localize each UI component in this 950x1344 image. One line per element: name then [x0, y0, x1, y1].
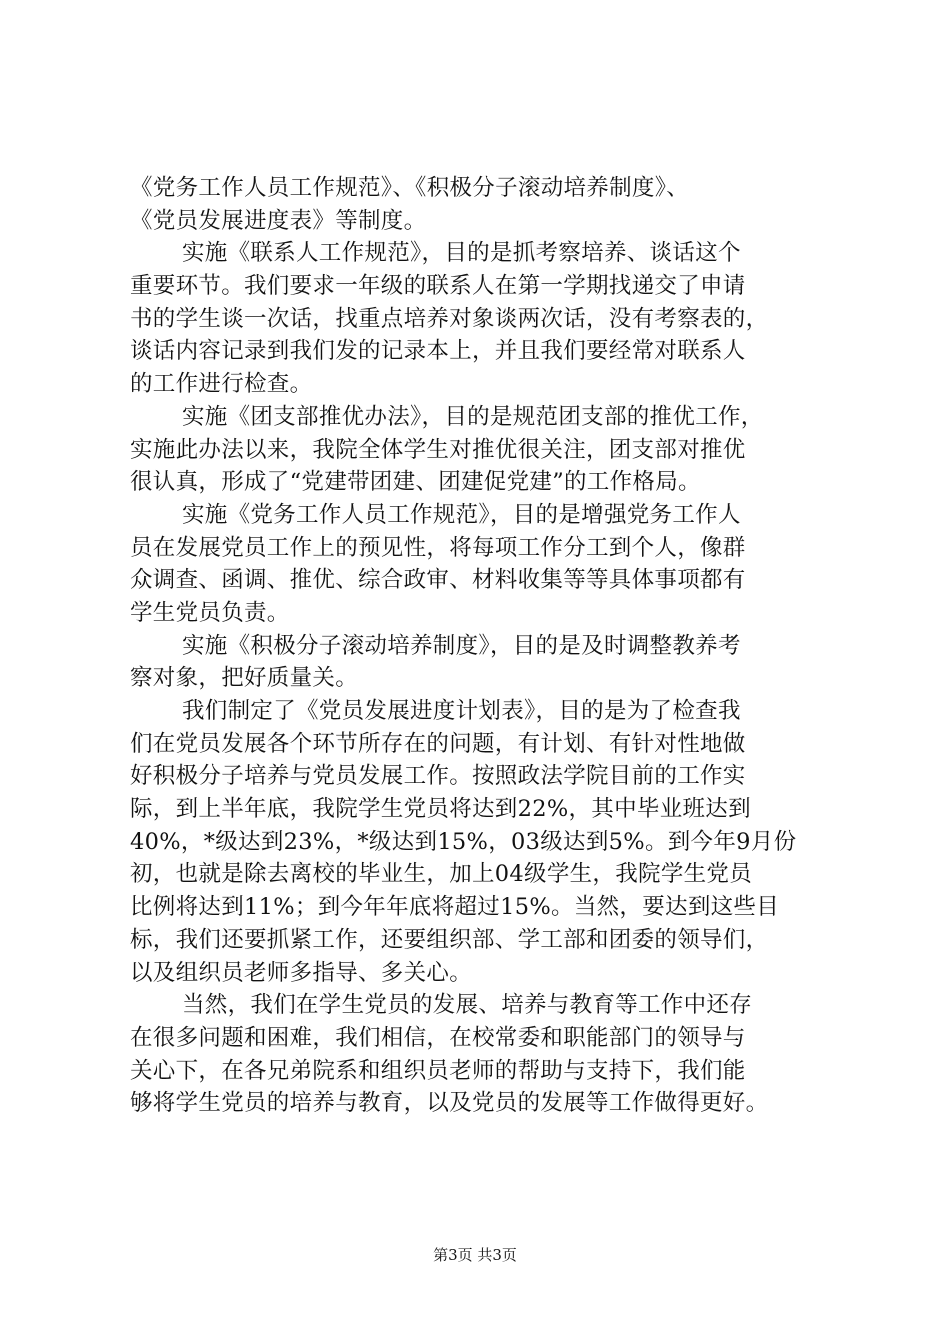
text-line: 众调查、函调、推优、综合政审、材料收集等等具体事项都有	[130, 567, 746, 594]
text-line: 我们制定了《党员发展进度计划表》，目的是为了检查我	[182, 698, 741, 724]
text-line: 们在党员发展各个环节所存在的问题，有计划、有针对性地做	[130, 730, 746, 757]
text-line: 实施《积极分子滚动培养制度》，目的是及时调整教养考	[182, 632, 741, 659]
text-line: 40%，*级达到23%，*级达到15%，03级达到5%。到今年9月份	[130, 828, 797, 855]
text-line: 实施此办法以来，我院全体学生对推优很关注，团支部对推优	[130, 436, 746, 463]
text-line: 实施《联系人工作规范》，目的是抓考察培养、谈话这个	[182, 240, 741, 267]
text-line: 比例将达到11%；到今年年底将超过15%。当然，要达到这些目	[130, 894, 780, 921]
text-line: 关心下，在各兄弟院系和组织员老师的帮助与支持下，我们能	[130, 1057, 746, 1084]
text-line: 很认真，形成了“党建带团建、团建促党建”的工作格局。	[130, 469, 701, 496]
text-line: 谈话内容记录到我们发的记录本上，并且我们要经常对联系人	[130, 338, 746, 365]
text-line: 《党务工作人员工作规范》、《积极分子滚动培养制度》、	[130, 175, 690, 201]
text-line: 标，我们还要抓紧工作，还要组织部、学工部和团委的领导们，	[130, 926, 769, 953]
text-line: 以及组织员老师多指导、多关心。	[130, 959, 473, 986]
text-line: 学生党员负责。	[130, 599, 290, 626]
text-line: 实施《团支部推优办法》，目的是规范团支部的推优工作，	[182, 403, 764, 430]
body-text	[130, 172, 850, 1120]
text-line: 员在发展党员工作上的预见性，将每项工作分工到个人，像群	[130, 534, 746, 561]
text-line: 《党员发展进度表》等制度。	[130, 207, 427, 234]
text-line: 当然，我们在学生党员的发展、培养与教育等工作中还存	[182, 992, 753, 1019]
text-line: 书的学生谈一次话，找重点培养对象谈两次话，没有考察表的，	[130, 305, 769, 332]
text-line: 好积极分子培养与党员发展工作。按照政法学院目前的工作实	[130, 763, 746, 790]
text-line: 际，到上半年底，我院学生党员将达到22%，其中毕业班达到	[130, 796, 751, 823]
text-line: 够将学生党员的培养与教育，以及党员的发展等工作做得更好。	[130, 1090, 769, 1117]
text-line: 察对象，把好质量关。	[130, 665, 359, 692]
text-line: 的工作进行检查。	[130, 371, 313, 398]
text-line: 重要环节。我们要求一年级的联系人在第一学期找递交了申请	[130, 273, 746, 300]
page-footer: 第3页 共3页	[433, 1246, 517, 1264]
text-line: 初，也就是除去离校的毕业生，加上04级学生，我院学生党员	[130, 861, 753, 888]
text-line: 实施《党务工作人员工作规范》，目的是增强党务工作人	[182, 501, 741, 528]
text-line: 在很多问题和困难，我们相信，在校常委和职能部门的领导与	[130, 1024, 746, 1051]
